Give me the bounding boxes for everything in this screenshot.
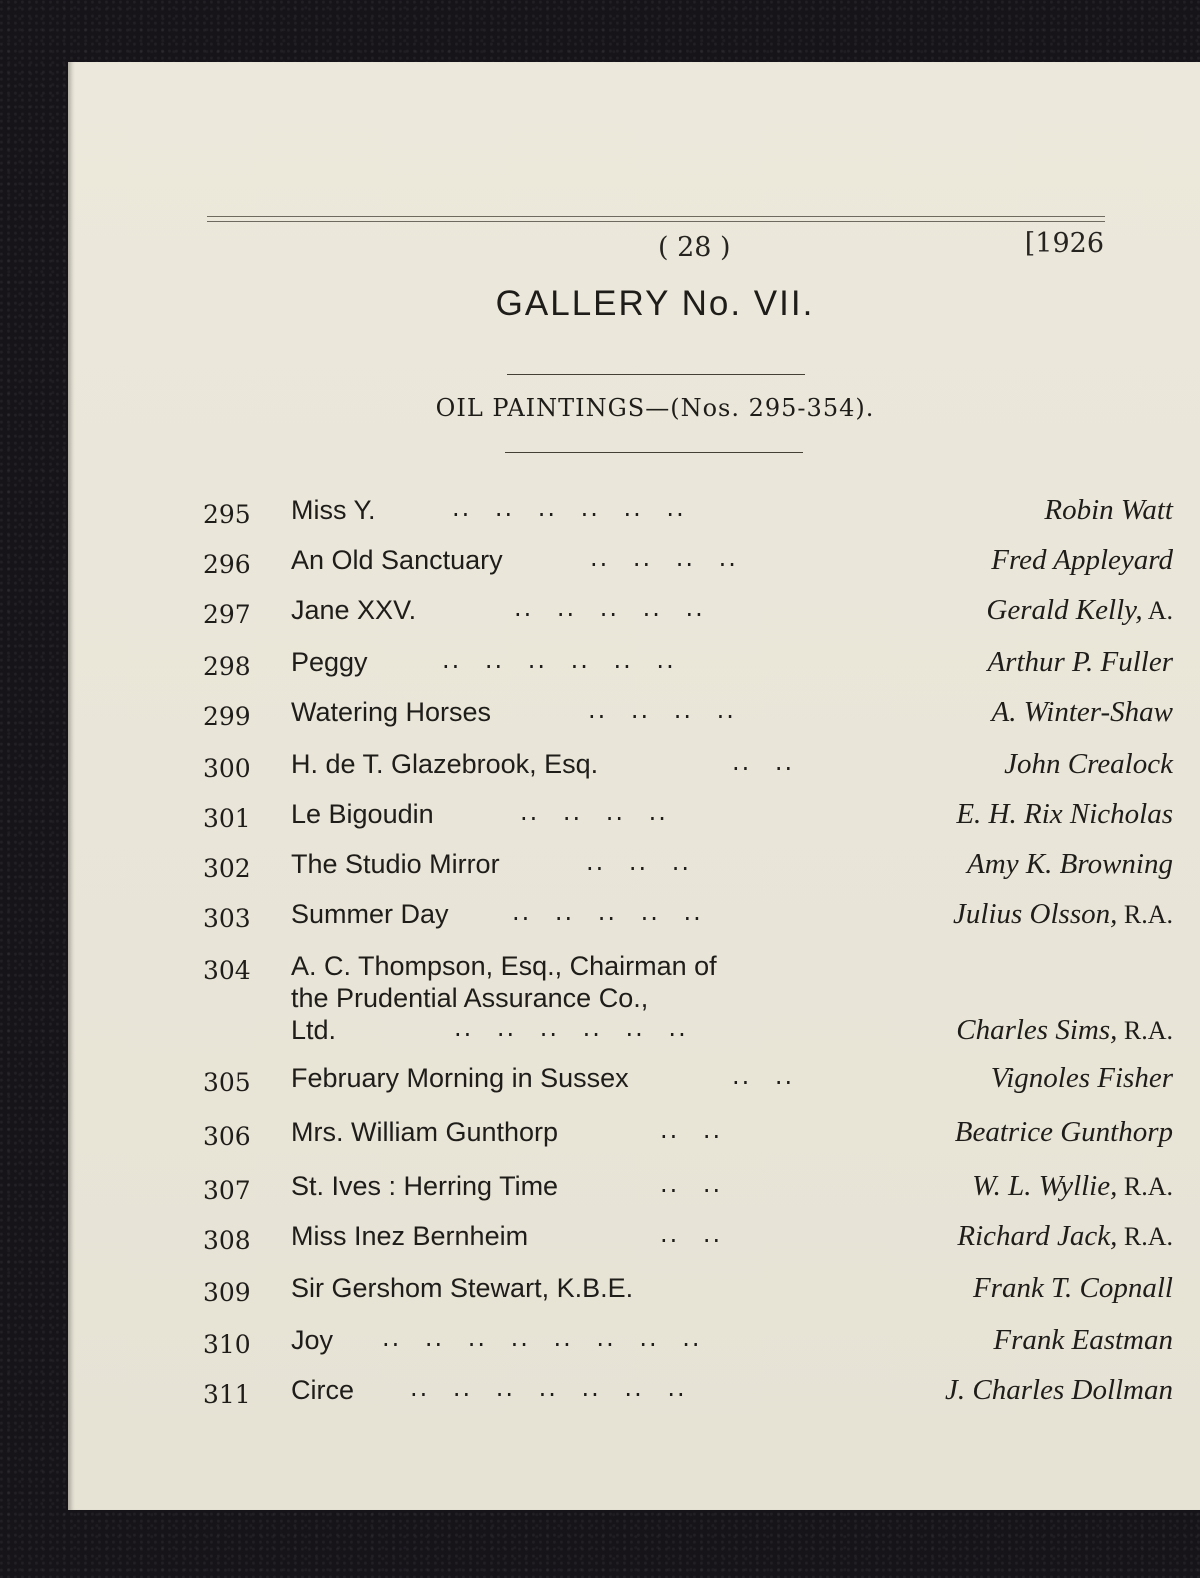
- entry-artist: [1004, 748, 1173, 781]
- entry-title: Circe: [291, 1375, 355, 1405]
- artist-honour: R.A.: [1117, 900, 1173, 929]
- entry-number: 303: [203, 904, 251, 933]
- entry-title: H. de T. Glazebrook, Esq.: [291, 749, 599, 779]
- artist-name: Frank Eastman: [993, 1324, 1173, 1356]
- artist-name: Julius Olsson,: [953, 898, 1118, 930]
- leader-dots: .. ..: [660, 1116, 723, 1144]
- leader-dots: .. .. .. .. .. .. .. ..: [382, 1324, 702, 1352]
- leader-dots: .. .. .. .. .. .. ..: [410, 1374, 687, 1402]
- leader-dots: .. .. .. .. .. ..: [442, 646, 676, 674]
- leader-dots: .. .. .. .. .. ..: [454, 1014, 688, 1042]
- entry-number: 307: [203, 1176, 251, 1205]
- entry-number: 299: [203, 702, 251, 731]
- artist-name: Vignoles Fisher: [990, 1062, 1173, 1094]
- entry-artist: [957, 1220, 1173, 1253]
- leader-dots: .. .. ..: [586, 848, 692, 876]
- entry-title: An Old Sanctuary: [291, 545, 503, 575]
- entry-number: 296: [203, 550, 251, 579]
- page-number: ( 28 ): [658, 232, 731, 263]
- header-year: [1926: [1024, 228, 1104, 259]
- entry-number: 297: [203, 600, 251, 629]
- artist-name: Charles Sims,: [956, 1014, 1118, 1046]
- entry-artist: [993, 1324, 1173, 1357]
- entry-title: A. C. Thompson, Esq., Chairman of the Prudential Assurance Co., Ltd.: [291, 951, 717, 1045]
- entry-title: Watering Horses: [291, 697, 492, 727]
- gallery-title: GALLERY No. VII.: [495, 284, 815, 323]
- leader-dots: .. ..: [732, 748, 795, 776]
- leader-dots: .. ..: [660, 1170, 723, 1198]
- entry-title: Jane XXV.: [291, 595, 417, 625]
- entry-number: 308: [203, 1226, 251, 1255]
- artist-name: W. L. Wyllie,: [972, 1170, 1118, 1202]
- leader-dots: .. .. .. .. ..: [512, 898, 703, 926]
- entry-artist: [991, 544, 1173, 577]
- artist-name: John Crealock: [1004, 748, 1173, 780]
- entry-artist: [956, 798, 1173, 831]
- artist-honour: R.A.: [1117, 1172, 1173, 1201]
- leader-dots: .. ..: [732, 1062, 795, 1090]
- leader-dots: .. ..: [660, 1220, 723, 1248]
- artist-honour: R.A.: [1117, 1016, 1173, 1045]
- artist-name: Arthur P. Fuller: [987, 646, 1173, 678]
- entry-title: St. Ives : Herring Time: [291, 1171, 559, 1201]
- artist-name: Amy K. Browning: [967, 848, 1173, 880]
- entry-number: 304: [203, 956, 251, 985]
- entry-artist: [956, 1014, 1173, 1047]
- entry-number: 295: [203, 500, 251, 529]
- artist-name: J. Charles Dollman: [945, 1374, 1173, 1406]
- entry-title: Summer Day: [291, 899, 449, 929]
- entry-title: Miss Inez Bernheim: [291, 1221, 529, 1251]
- entry-artist: [986, 594, 1173, 627]
- entry-number: 310: [203, 1330, 251, 1359]
- entry-title: Le Bigoudin: [291, 799, 434, 829]
- leader-dots: .. .. .. ..: [520, 798, 668, 826]
- artist-name: Fred Appleyard: [991, 544, 1173, 576]
- entry-artist: [967, 848, 1173, 881]
- entry-artist: [945, 1374, 1173, 1407]
- entry-title: February Morning in Sussex: [291, 1063, 629, 1093]
- entry-artist: [953, 898, 1173, 931]
- entry-number: 311: [203, 1380, 251, 1409]
- entry-number: 309: [203, 1278, 251, 1307]
- artist-name: E. H. Rix Nicholas: [956, 798, 1173, 830]
- artist-name: Frank T. Copnall: [972, 1272, 1173, 1304]
- entry-title: The Studio Mirror: [291, 849, 500, 879]
- catalogue-page: [68, 62, 1200, 1510]
- section-title: OIL PAINTINGS—(Nos. 295-354).: [435, 394, 875, 422]
- painting-list: [68, 62, 1200, 1510]
- artist-honour: A.: [1142, 596, 1173, 625]
- entry-title: Mrs. William Gunthorp: [291, 1117, 559, 1147]
- entry-artist: [955, 1116, 1173, 1149]
- artist-name: Beatrice Gunthorp: [954, 1116, 1173, 1148]
- entry-number: 301: [203, 804, 251, 833]
- artist-name: A. Winter-Shaw: [991, 696, 1173, 728]
- artist-name: Richard Jack,: [957, 1220, 1118, 1252]
- leader-dots: .. .. .. .. ..: [514, 594, 705, 622]
- entry-number: 298: [203, 652, 251, 681]
- entry-title: Peggy: [291, 647, 368, 677]
- entry-artist: [992, 696, 1173, 729]
- artist-honour: R.A.: [1117, 1222, 1173, 1251]
- entry-number: 302: [203, 854, 251, 883]
- leader-dots: .. .. .. ..: [590, 544, 738, 572]
- entry-artist: [972, 1170, 1173, 1203]
- entry-title: Joy: [291, 1325, 334, 1355]
- entry-artist: [991, 1062, 1173, 1095]
- entry-artist: [973, 1272, 1173, 1305]
- entry-number: 300: [203, 754, 251, 783]
- leader-dots: .. .. .. ..: [588, 696, 736, 724]
- entry-artist: [1044, 494, 1173, 527]
- entry-artist: [987, 646, 1173, 679]
- artist-name: Robin Watt: [1044, 494, 1173, 526]
- entry-number: 305: [203, 1068, 251, 1097]
- entry-title: Miss Y.: [291, 495, 376, 525]
- entry-number: 306: [203, 1122, 251, 1151]
- artist-name: Gerald Kelly,: [986, 594, 1143, 626]
- entry-title: Sir Gershom Stewart, K.B.E.: [291, 1273, 634, 1303]
- leader-dots: .. .. .. .. .. ..: [452, 494, 686, 522]
